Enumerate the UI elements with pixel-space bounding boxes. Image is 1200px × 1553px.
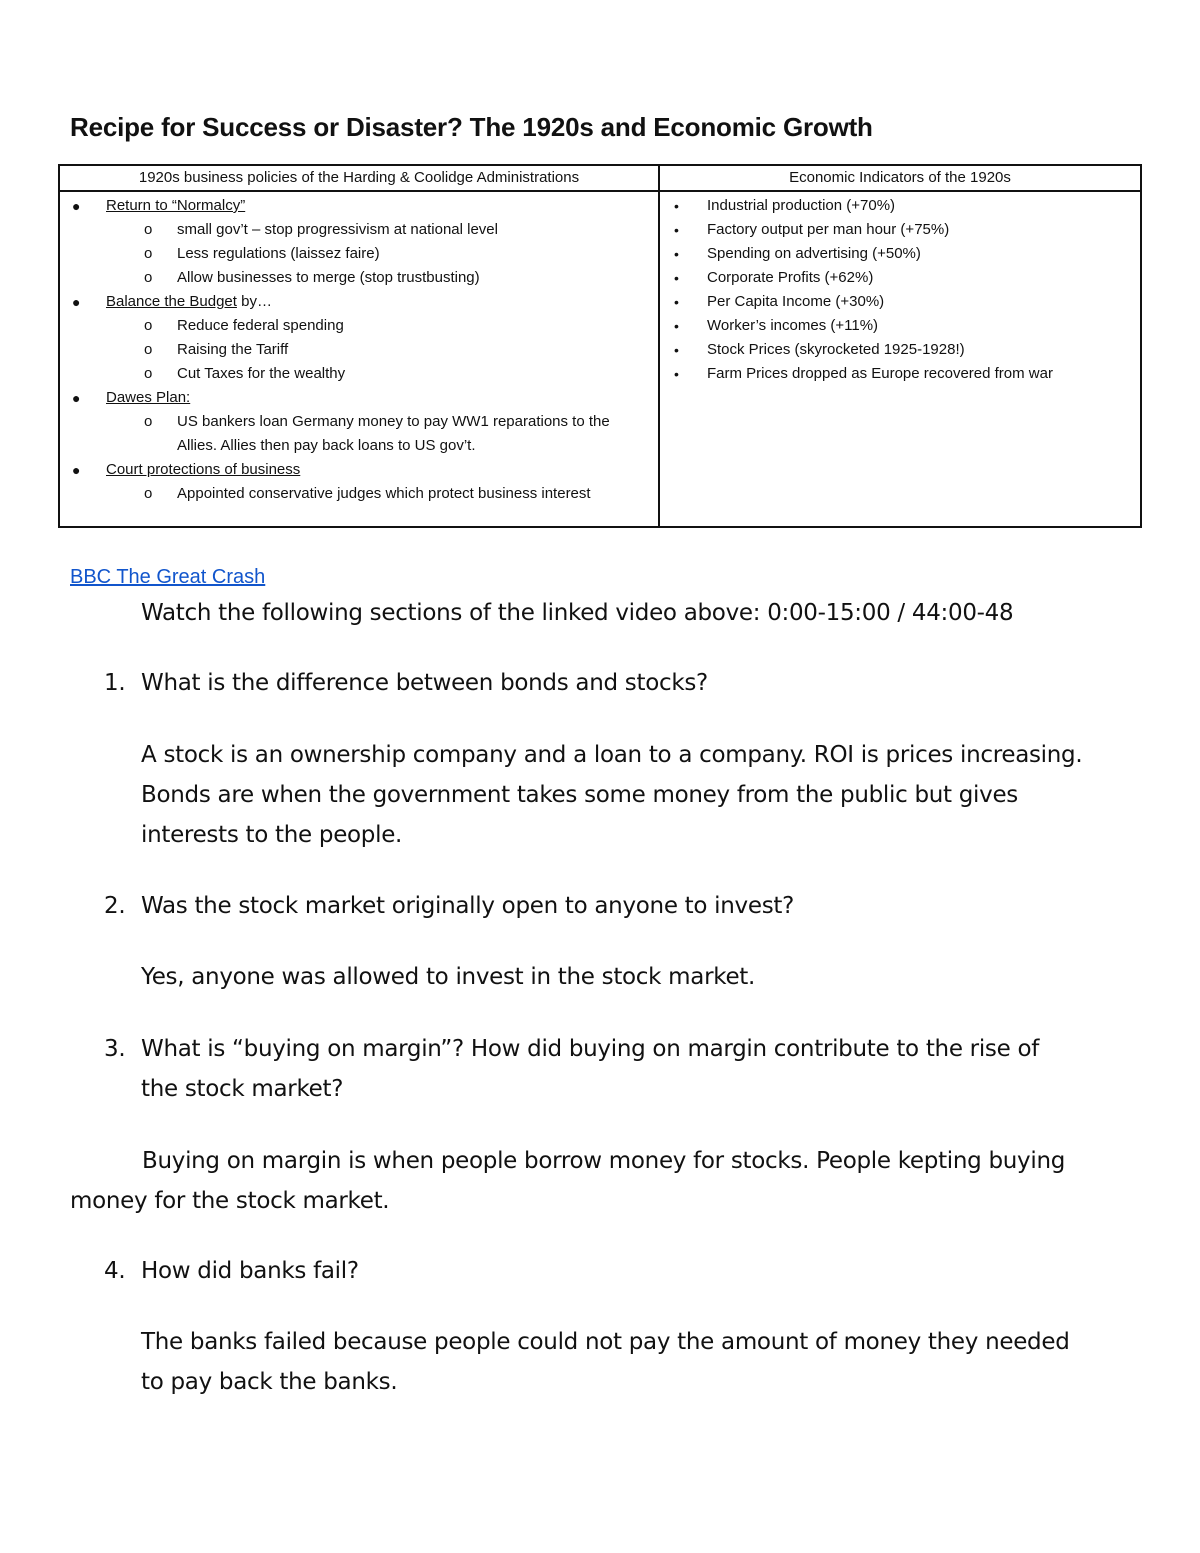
- indicators-list: [660, 192, 1140, 386]
- answer-text: [70, 1141, 1150, 1221]
- sub-bullet-icon: o: [144, 485, 153, 502]
- question-text: [141, 1029, 1141, 1109]
- policy-subitem: [60, 218, 658, 242]
- bbc-great-crash-link[interactable]: BBC The Great Crash: [70, 566, 266, 588]
- indicator-item: [660, 362, 1140, 386]
- answer-line: to pay back the banks.: [141, 1369, 398, 1395]
- question-number: 1.: [104, 670, 126, 696]
- policy-subitem-text: Less regulations (laissez faire): [177, 245, 380, 262]
- policy-item-label: Balance the Budget: [106, 293, 237, 310]
- policy-subitem: [60, 266, 658, 290]
- document-title: Recipe for Success or Disaster? The 1920s and Economic Growth: [70, 112, 873, 142]
- policy-item-text: [106, 293, 272, 310]
- indicator-item-text: Per Capita Income (+30%): [707, 293, 885, 310]
- answer-text: [141, 1322, 1151, 1402]
- policy-subitem-text: Allow businesses to merge (stop trustbusting): [177, 269, 480, 286]
- indicator-item-text: Stock Prices (skyrocketed 1925-1928!): [707, 341, 965, 358]
- policy-item: [60, 386, 658, 410]
- sub-bullet-icon: o: [144, 341, 153, 358]
- bullet-icon: •: [674, 198, 679, 214]
- sub-bullet-icon: o: [144, 245, 153, 262]
- indicator-item: [660, 338, 1140, 362]
- question-text: [141, 1251, 1141, 1291]
- question-text: [141, 886, 1141, 926]
- policy-subitem-text: small gov’t – stop progressivism at national level: [177, 221, 498, 238]
- bullet-icon: •: [674, 294, 679, 310]
- question-number: 3.: [104, 1036, 126, 1062]
- indicators-cell: [659, 191, 1141, 527]
- indicator-item: [660, 290, 1140, 314]
- bullet-icon: •: [674, 342, 679, 358]
- policy-subitem: [60, 242, 658, 266]
- indicator-item-text: Corporate Profits (+62%): [707, 269, 874, 286]
- bullet-icon: ●: [72, 294, 81, 310]
- policies-list: [60, 192, 658, 506]
- indicator-item-text: Worker’s incomes (+11%): [707, 317, 879, 334]
- indicator-item: [660, 314, 1140, 338]
- sub-bullet-icon: o: [144, 317, 153, 334]
- indicator-item-text: Industrial production (+70%): [707, 197, 896, 214]
- policies-column-header: 1920s business policies of the Harding & Coolidge Administrations: [59, 165, 659, 191]
- indicator-item: [660, 266, 1140, 290]
- sub-bullet-icon: o: [144, 365, 153, 382]
- question-number: 2.: [104, 893, 126, 919]
- policy-item: [60, 458, 658, 482]
- answer-line: interests to the people.: [141, 822, 403, 848]
- question-number: 4.: [104, 1258, 126, 1284]
- answer-line: Bonds are when the government takes some money from the public but gives: [141, 782, 1018, 808]
- bullet-icon: •: [674, 246, 679, 262]
- bullet-icon: ●: [72, 462, 81, 478]
- policy-item-text: [106, 389, 190, 406]
- question-line: What is “buying on margin”? How did buying on margin contribute to the rise of: [141, 1036, 1040, 1062]
- instructions-text: Watch the following sections of the linked video above: 0:00-15:00 / 44:00-48: [141, 600, 1014, 626]
- policies-cell: [59, 191, 659, 527]
- sub-bullet-icon: o: [144, 413, 153, 430]
- indicator-item-text: Spending on advertising (+50%): [707, 245, 921, 262]
- policy-item: [60, 290, 658, 314]
- answer-line: The banks failed because people could not pay the amount of money they needed: [141, 1329, 1070, 1355]
- policy-subitem: [60, 482, 658, 506]
- sub-bullet-icon: o: [144, 221, 153, 238]
- answer-line: Yes, anyone was allowed to invest in the stock market.: [141, 964, 756, 990]
- bullet-icon: •: [674, 318, 679, 334]
- indicators-column-header: Economic Indicators of the 1920s: [659, 165, 1141, 191]
- question-line: How did banks fail?: [141, 1258, 359, 1284]
- policy-subitem-text: Raising the Tariff: [177, 341, 289, 358]
- question-line: What is the difference between bonds and stocks?: [141, 670, 708, 696]
- indicator-item: [660, 218, 1140, 242]
- bullet-icon: •: [674, 222, 679, 238]
- indicator-item-text: Factory output per man hour (+75%): [707, 221, 950, 238]
- policy-item-label: Dawes Plan:: [106, 389, 191, 406]
- question-line: the stock market?: [141, 1076, 344, 1102]
- policy-subitem: [60, 362, 658, 386]
- answer-line: A stock is an ownership company and a loan to a company. ROI is prices increasing.: [141, 742, 1083, 768]
- indicator-item: [660, 194, 1140, 218]
- policy-subitem-text: Cut Taxes for the wealthy: [177, 365, 346, 382]
- indicator-item: [660, 242, 1140, 266]
- policy-item: [60, 194, 658, 218]
- answer-line: Buying on margin is when people borrow money for stocks. People kepting buying: [142, 1148, 1066, 1174]
- policy-subitem-text: Reduce federal spending: [177, 317, 344, 334]
- bullet-icon: ●: [72, 198, 81, 214]
- policy-subitem: [60, 314, 658, 338]
- question-text: [141, 663, 1141, 703]
- policy-subitem: [60, 338, 658, 362]
- indicator-item-text: Farm Prices dropped as Europe recovered from war: [707, 365, 1053, 382]
- policy-item-label: Court protections of business: [106, 461, 301, 478]
- question-line: Was the stock market originally open to anyone to invest?: [141, 893, 795, 919]
- answer-text: [141, 735, 1151, 855]
- bullet-icon: •: [674, 270, 679, 286]
- answer-line: money for the stock market.: [70, 1188, 390, 1214]
- policy-subitem-text: Appointed conservative judges which protect business interest: [177, 485, 591, 502]
- policy-item-text: [106, 461, 300, 478]
- policy-item-text: [106, 197, 245, 214]
- sub-bullet-icon: o: [144, 269, 153, 286]
- policy-subitem: [60, 410, 658, 458]
- policy-subitem-text: US bankers loan Germany money to pay WW1 reparations to the Allies. Allies then pay back loans to US gov’t.: [177, 413, 610, 454]
- policy-indicator-table: [58, 164, 1142, 528]
- policy-item-suffix: by…: [236, 293, 272, 310]
- answer-text: [141, 957, 1151, 997]
- bullet-icon: ●: [72, 390, 81, 406]
- policy-item-label: Return to “Normalcy”: [106, 197, 246, 214]
- bullet-icon: •: [674, 366, 679, 382]
